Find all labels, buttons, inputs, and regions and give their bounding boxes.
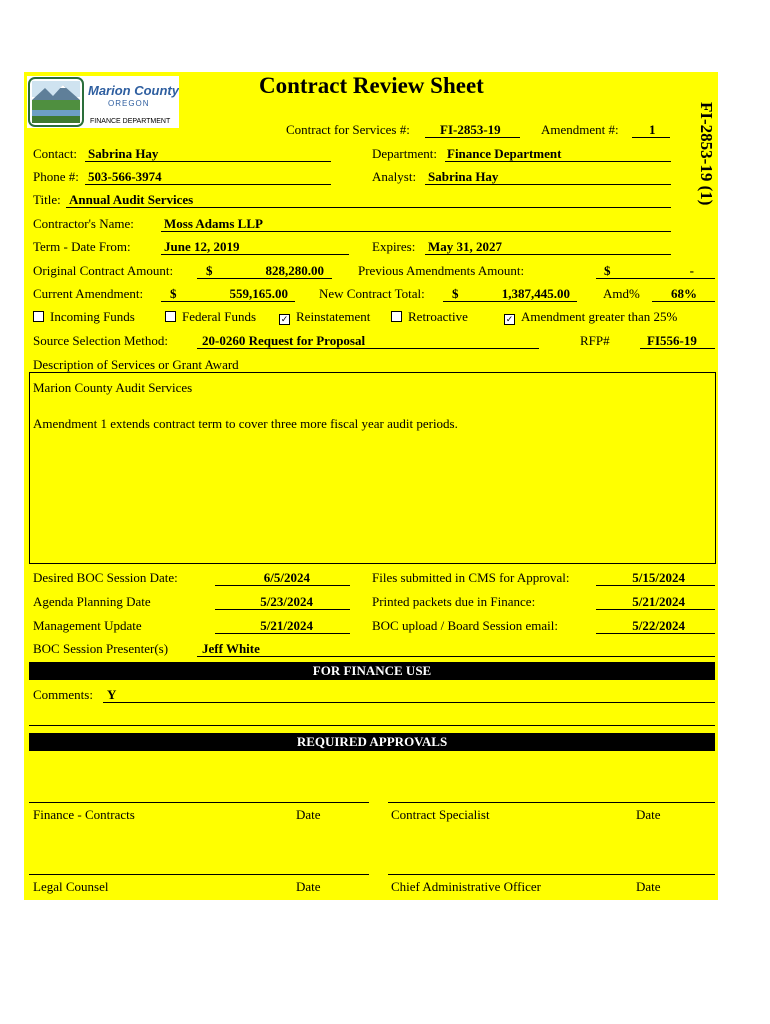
contractor-label: Contractor's Name:: [33, 216, 134, 231]
analyst-label: Analyst:: [372, 169, 417, 184]
finance-contracts-label: Finance - Contracts: [33, 807, 135, 822]
phone-value: 503-566-3974: [88, 169, 162, 184]
mgmt-label: Management Update: [33, 618, 142, 633]
contact-value: Sabrina Hay: [88, 146, 159, 161]
current-value: 559,165.00: [229, 286, 288, 301]
upload-value: 5/22/2024: [632, 618, 685, 633]
previous-label: Previous Amendments Amount:: [358, 263, 525, 278]
mountain-logo-icon: [27, 76, 179, 128]
presenter-value: Jeff White: [202, 641, 260, 656]
checkmark-icon[interactable]: ✓: [505, 314, 514, 324]
new-total-currency: $: [452, 286, 459, 301]
upload-label: BOC upload / Board Session email:: [372, 618, 558, 633]
previous-value: -: [689, 263, 694, 278]
packets-value: 5/21/2024: [632, 594, 685, 609]
term-label: Term - Date From:: [33, 239, 131, 254]
new-total-value: 1,387,445.00: [501, 286, 570, 301]
checkbox-retroactive[interactable]: Retroactive: [391, 309, 468, 325]
expires-value: May 31, 2027: [428, 239, 503, 254]
cao-date-label: Date: [636, 879, 661, 894]
original-label: Original Contract Amount:: [33, 263, 174, 278]
title-value: Annual Audit Services: [69, 192, 194, 207]
contractor-value: Moss Adams LLP: [164, 216, 263, 231]
comments-label: Comments:: [33, 687, 93, 702]
cao-signature-line: [388, 874, 715, 875]
new-total-label: New Contract Total:: [319, 286, 425, 301]
finance-contracts-signature-line: [29, 802, 369, 803]
marion-county-logo: [27, 76, 179, 128]
cms-value: 5/15/2024: [632, 570, 685, 585]
agenda-value: 5/23/2024: [260, 594, 313, 609]
amendment-value: 1: [649, 122, 656, 137]
analyst-value: Sabrina Hay: [428, 169, 499, 184]
contact-label: Contact:: [33, 146, 78, 161]
services-label: Contract for Services #:: [286, 122, 410, 137]
vertical-contract-id: FI-2853-19 (1): [697, 102, 716, 206]
packets-label: Printed packets due in Finance:: [372, 594, 536, 609]
amendment-label: Amendment #:: [541, 122, 619, 137]
description-box[interactable]: [29, 372, 716, 564]
amd-label: Amd%: [603, 286, 640, 301]
checkbox-federal-funds[interactable]: Federal Funds: [165, 309, 256, 325]
presenter-label: BOC Session Presenter(s): [33, 641, 169, 656]
original-value: 828,280.00: [265, 263, 324, 278]
checkbox-icon[interactable]: [165, 311, 176, 322]
finance-use-bar: FOR FINANCE USE: [29, 662, 715, 680]
rfp-value: FI556-19: [647, 333, 697, 348]
department-label: Department:: [372, 146, 437, 161]
legal-counsel-label: Legal Counsel: [33, 879, 109, 894]
logo-name: Marion County: [88, 83, 179, 98]
logo-dept: FINANCE DEPARTMENT: [90, 118, 171, 125]
mgmt-value: 5/21/2024: [260, 618, 313, 633]
expires-label: Expires:: [372, 239, 416, 254]
checkbox-icon[interactable]: [33, 311, 44, 322]
required-approvals-bar: REQUIRED APPROVALS: [29, 733, 715, 751]
logo-sub: OREGON: [108, 99, 150, 108]
contract-specialist-signature-line: [388, 802, 715, 803]
boc-date-label: Desired BOC Session Date:: [33, 570, 178, 585]
title-label: Title:: [33, 192, 61, 207]
amd-value: 68%: [671, 286, 697, 301]
legal-counsel-signature-line: [29, 874, 369, 875]
current-currency: $: [170, 286, 177, 301]
description-label: Description of Services or Grant Award: [33, 357, 239, 372]
rfp-label: RFP#: [580, 333, 610, 348]
boc-date-value: 6/5/2024: [263, 570, 310, 585]
checkbox-reinstatement[interactable]: ✓ Reinstatement: [280, 309, 371, 324]
checkbox-amendment-over-25[interactable]: ✓ Amendment greater than 25%: [505, 309, 678, 324]
checkmark-icon[interactable]: ✓: [280, 314, 289, 324]
description-line-1: Marion County Audit Services: [33, 380, 193, 395]
comments-value: Y: [107, 687, 117, 702]
source-value: 20-0260 Request for Proposal: [202, 333, 366, 348]
legal-counsel-date-label: Date: [296, 879, 321, 894]
phone-label: Phone #:: [33, 169, 79, 184]
department-value: Finance Department: [447, 146, 562, 161]
contract-specialist-label: Contract Specialist: [391, 807, 490, 822]
original-currency: $: [206, 263, 213, 278]
cms-label: Files submitted in CMS for Approval:: [372, 570, 570, 585]
cao-label: Chief Administrative Officer: [391, 879, 541, 894]
finance-contracts-date-label: Date: [296, 807, 321, 822]
contract-specialist-date-label: Date: [636, 807, 661, 822]
agenda-label: Agenda Planning Date: [33, 594, 151, 609]
checkbox-incoming-funds[interactable]: Incoming Funds: [33, 309, 135, 325]
current-label: Current Amendment:: [33, 286, 144, 301]
term-value: June 12, 2019: [164, 239, 240, 254]
services-value: FI-2853-19: [440, 122, 501, 137]
source-label: Source Selection Method:: [33, 333, 169, 348]
checkbox-icon[interactable]: [391, 311, 402, 322]
previous-currency: $: [604, 263, 611, 278]
description-line-2: Amendment 1 extends contract term to cover three more fiscal year audit periods.: [33, 416, 458, 431]
page-title: Contract Review Sheet: [259, 73, 484, 98]
